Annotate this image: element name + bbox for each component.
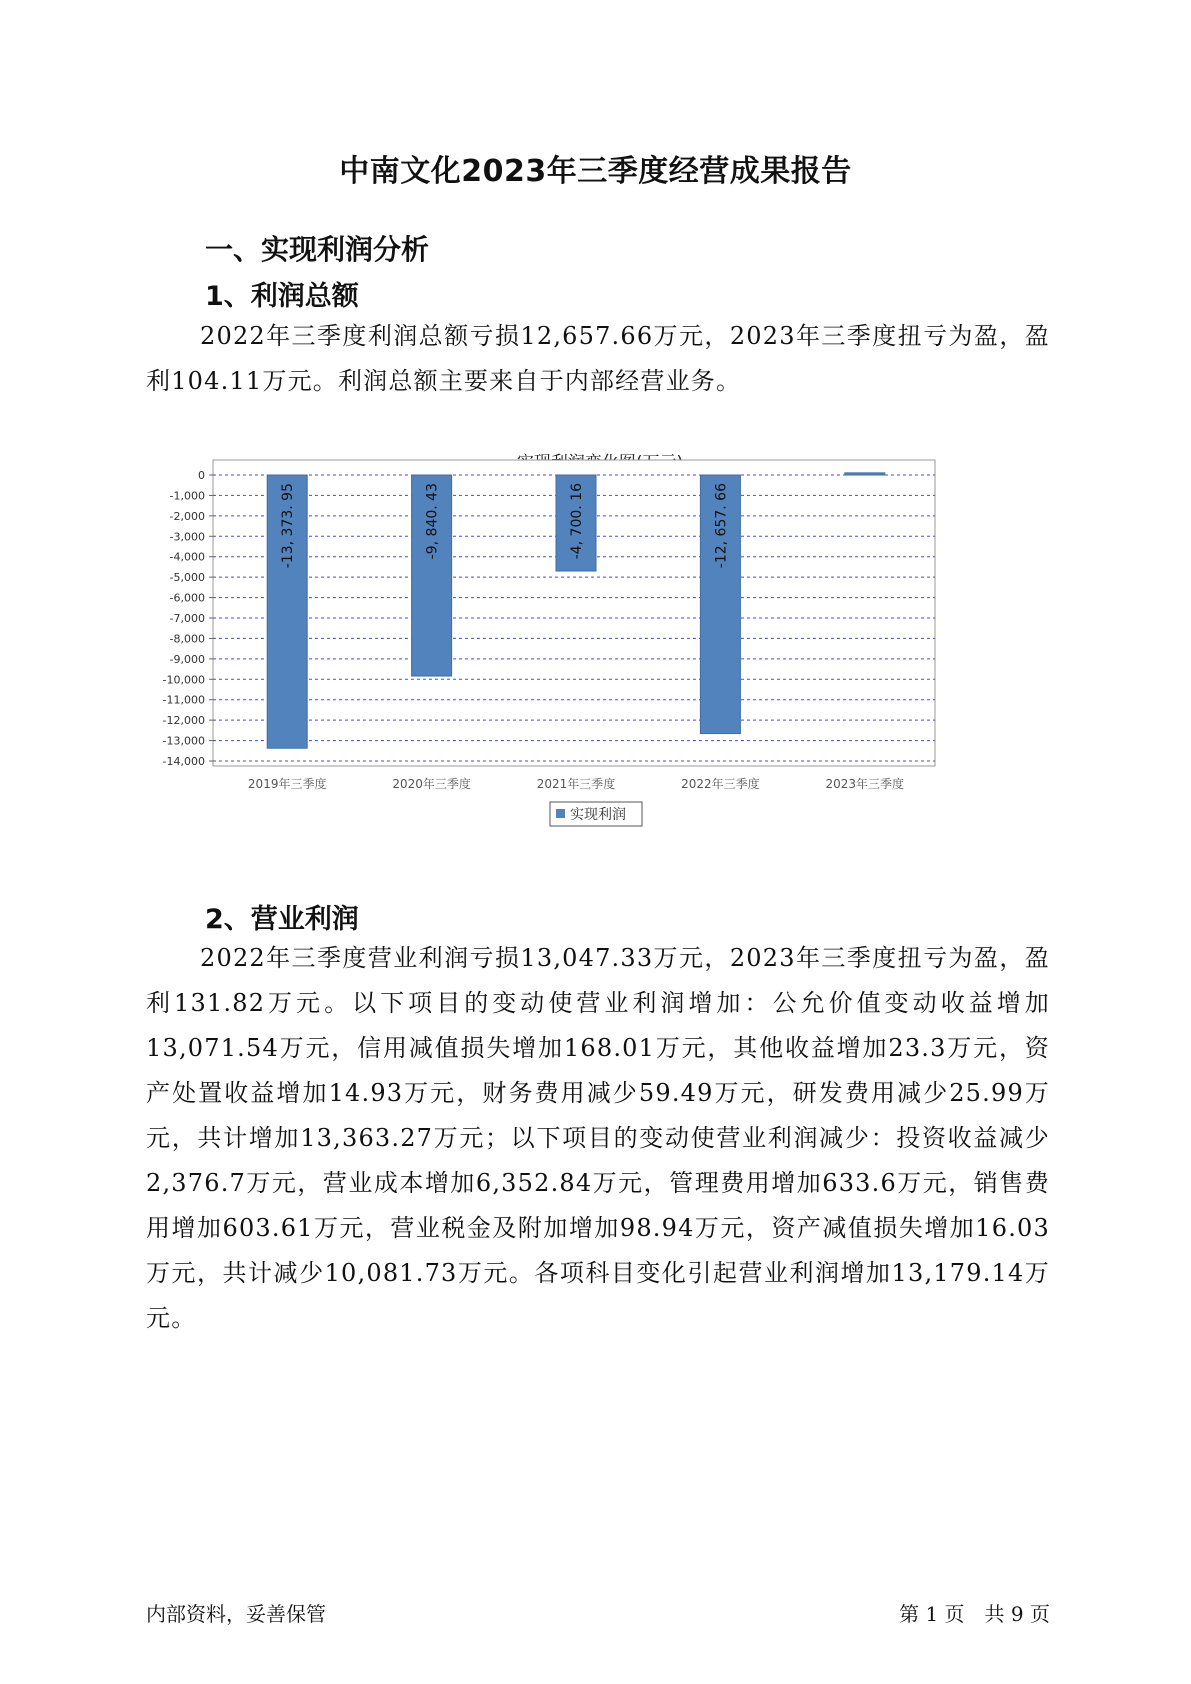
y-tick-label: -3,000 [169,530,205,544]
section-heading-profit-analysis: 一、实现利润分析 [205,233,430,266]
subheading-operating-profit: 2、营业利润 [205,904,359,935]
x-category-label: 2020年三季度 [392,777,471,791]
document-title: 中南文化2023年三季度经营成果报告 [339,154,852,189]
y-tick-label: -10,000 [162,673,205,687]
y-tick-label: -1,000 [169,489,205,503]
y-tick-label: -6,000 [169,591,205,605]
paragraph-total-profit: 2022年三季度利润总额亏损12,657.66万元，2023年三季度扭亏为盈，盈利104.11万元。利润总额主要来自于内部经营业务。 [146,322,1050,395]
bar-5 [845,473,885,475]
y-tick-label: -7,000 [169,612,205,625]
y-tick-label: 0 [198,469,205,482]
bar-value-label: -9, 840. 43 [424,483,441,560]
profit-bar-chart [160,446,1040,906]
y-tick-label: -12,000 [162,714,205,728]
y-tick-label: -14,000 [162,755,205,768]
paragraph-operating-profit: 2022年三季度营业利润亏损13,047.33万元，2023年三季度扭亏为盈，盈利131.82万元。以下项目的变动使营业利润增加：公允价值变动收益增加13,071.54万元，信用减值损失增加168.01万元，其他收益增加23.3万元，资产处置收益增加14.93万元，财务费用减少59.49万元，研发费用减少25.99万元，共计增加13,363.27万元；以下项目的变动使营业利润减少：投资收益减少2,376.7万元，营业成本增加6,352.84万元，管理费用增加633.6万元，销售费用增加603.61万元，营业税金及附加增加98.94万元，资产减值损失增加16.03万元，共计减少10,081.73万元。各项科目变化引起营业利润增加13,179.14万元。 [146,944,1050,1332]
y-tick-label: -4,000 [169,550,205,564]
footer-page-number: 第 1 页 共 9 页 [899,1602,1050,1626]
y-tick-label: -11,000 [162,693,205,707]
x-category-label: 2022年三季度 [681,777,760,791]
x-category-label: 2021年三季度 [536,777,616,791]
subheading-total-profit: 1、利润总额 [205,281,359,312]
y-tick-label: -5,000 [169,571,205,585]
y-tick-label: -8,000 [169,632,205,646]
y-tick-label: -2,000 [169,509,205,523]
y-tick-label: -9,000 [169,652,205,666]
footer-confidential-note: 内部资料，妥善保管 [146,1602,326,1626]
bar-value-label: -13, 373. 95 [280,483,297,569]
x-category-label: 2023年三季度 [825,777,905,791]
legend-swatch [556,809,565,818]
y-tick-label: -13,000 [162,734,205,748]
profit-chart [160,446,1040,906]
bar-value-label: -12, 657. 66 [713,483,730,569]
legend-label: 实现利润 [570,807,626,823]
x-category-label: 2019年三季度 [247,777,327,791]
bar-value-label: -4, 700. 16 [569,483,585,560]
